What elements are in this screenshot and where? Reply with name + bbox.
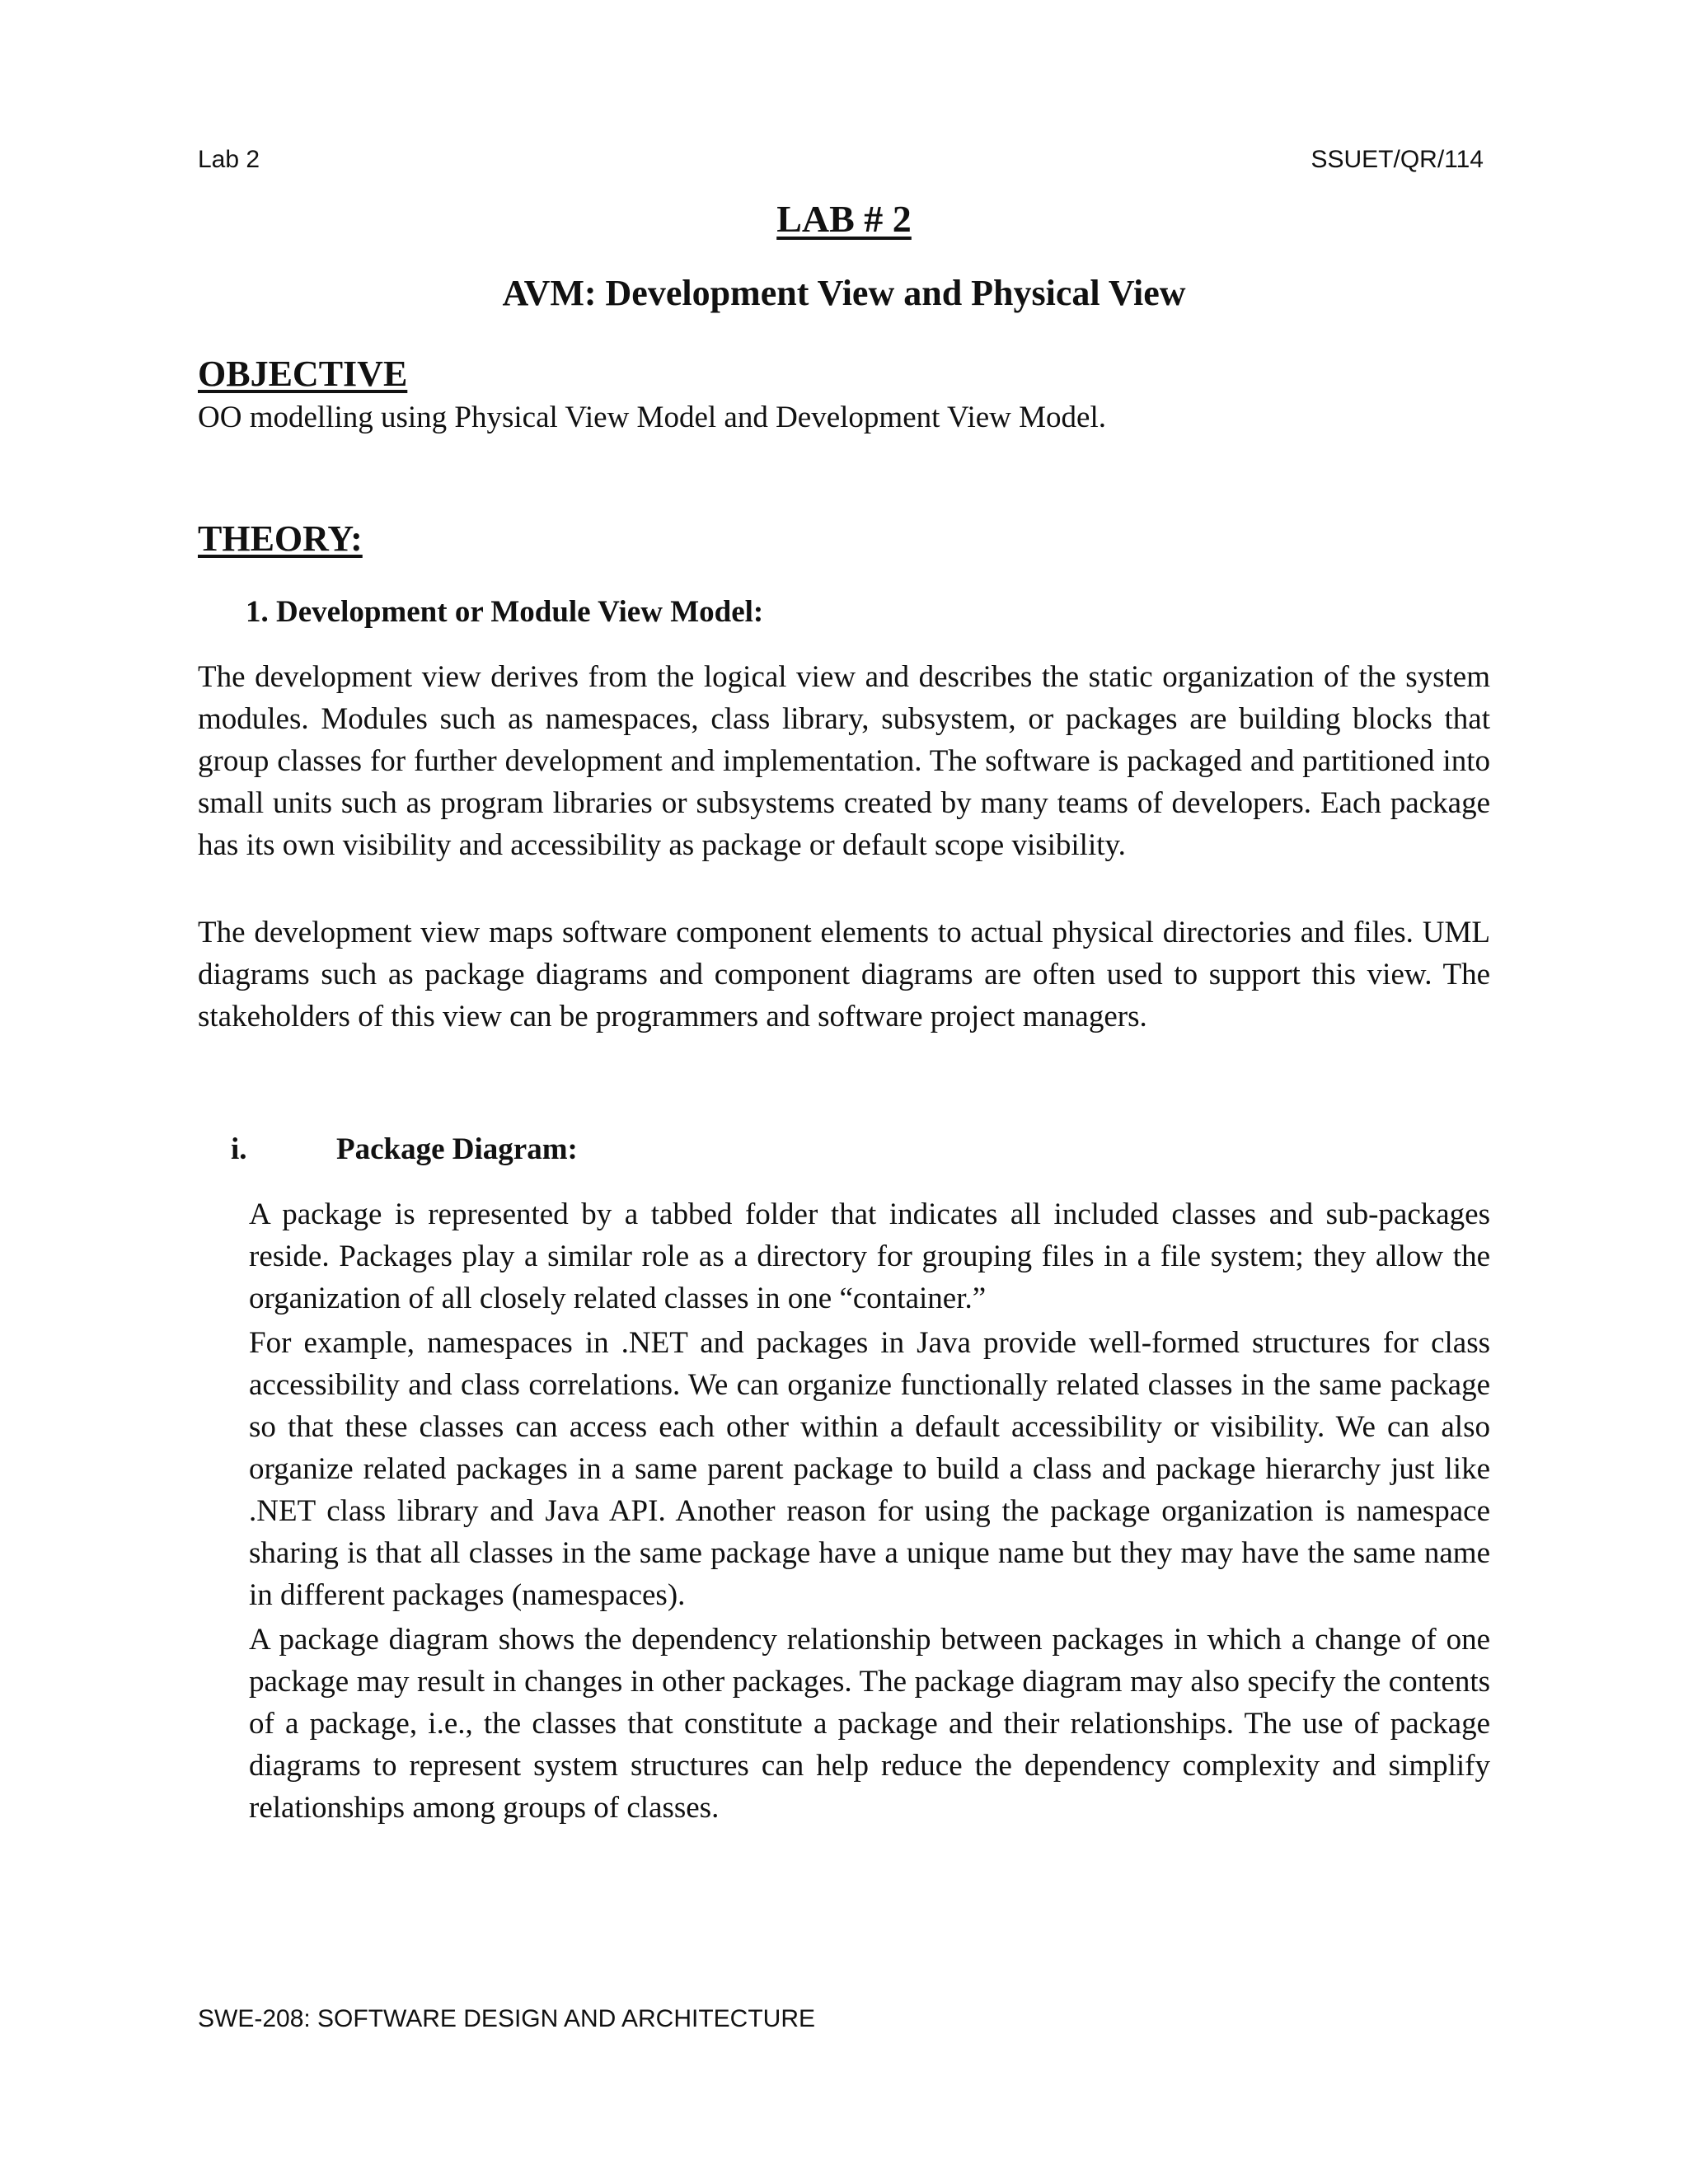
package-diagram-heading [231, 1129, 578, 1170]
package-diagram-paragraph: For example, namespaces in .NET and packages in Java provide well-formed structures for class accessibility and class correlations. We can organize functionally related classes in the same package so that these classes can access each other within a default accessibility or visibility. We can also organize related packages in a same parent package to build a class and package hierarchy just like .NET class library and Java API. Another reason for using the package organization is namespace sharing is that all classes in the same package have a unique name but they may have the same name in different packages (namespaces). [249, 1326, 1490, 1612]
lab-title-text: LAB # 2 [776, 198, 912, 240]
package-diagram-paragraph: A package is represented by a tabbed folder that indicates all included classes and sub-packages reside. Packages play a similar role as a directory for grouping files in a file system; they allow the organization of all closely related classes in one “container.” [249, 1197, 1490, 1315]
lab-subtitle: AVM: Development View and Physical View [502, 273, 1186, 313]
lab-title [0, 196, 1688, 242]
development-view-heading: 1. Development or Module View Model: [246, 595, 764, 629]
objective-heading: OBJECTIVE [198, 354, 408, 394]
package-diagram-title: Package Diagram: [336, 1132, 578, 1166]
package-diagram-paragraph: A package diagram shows the dependency relationship between packages in which a change of one package may result in changes in other packages. The package diagram may also specify the contents of a package, i.e., the classes that constitute a package and their relationships. The use of package diagrams to represent system structures can help reduce the dependency complexity and simplify relationships among groups of classes. [249, 1623, 1490, 1825]
theory-heading: THEORY: [198, 518, 363, 559]
header-document-code: SSUET/QR/114 [1311, 146, 1484, 173]
objective-text: OO modelling using Physical View Model and Development View Model. [198, 401, 1106, 434]
footer-course-title: SWE-208: SOFTWARE DESIGN AND ARCHITECTURE [198, 2005, 815, 2032]
package-diagram-number: i. [231, 1132, 247, 1166]
header-lab-label: Lab 2 [198, 146, 260, 173]
development-view-paragraph: The development view derives from the logical view and describes the static organization of the system modules. Modules such as namespaces, class library, subsystem, or packages are building blocks that group classes for further development and implementation. The software is packaged and partitioned into small units such as program libraries or subsystems created by many teams of developers. Each package has its own visibility and accessibility as package or default scope visibility. [198, 660, 1490, 862]
development-view-paragraph: The development view maps software component elements to actual physical directories and files. UML diagrams such as package diagrams and component diagrams are often used to support this view. The stakeholders of this view can be programmers and software project managers. [198, 916, 1490, 1033]
